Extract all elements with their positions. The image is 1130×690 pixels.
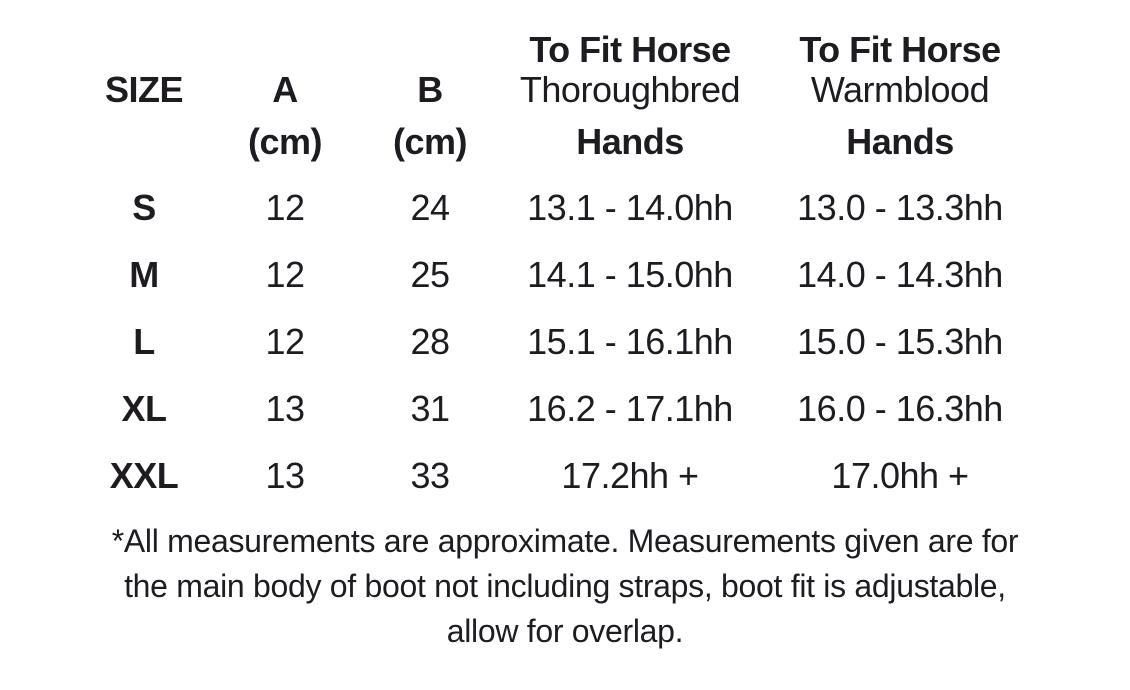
cell-thoroughbred-hands: 13.1 - 14.0hh	[527, 186, 733, 228]
cell-size: XL	[121, 387, 167, 429]
cell-a-cm: 12	[265, 253, 305, 295]
cell-a-cm: 13	[265, 454, 305, 496]
cell-warmblood-hands: 17.0hh +	[831, 454, 969, 496]
cell-thoroughbred-hands: 15.1 - 16.1hh	[527, 320, 733, 362]
warmblood-label: Warmblood	[810, 69, 990, 110]
cell-size: M	[129, 253, 159, 295]
cell-warmblood-hands: 13.0 - 13.3hh	[797, 186, 1003, 228]
column-header-size-label: SIZE	[104, 69, 183, 110]
column-subheader-warmblood-hands: Hands	[846, 121, 954, 162]
cell-thoroughbred-hands: 16.2 - 17.1hh	[527, 387, 733, 429]
footnote-line-1: *All measurements are approximate. Measurements given are for	[111, 523, 1019, 559]
cell-b-cm: 33	[410, 454, 450, 496]
cell-b-cm: 25	[410, 253, 450, 295]
column-header-size	[54, 0, 234, 110]
cell-b-cm: 28	[410, 320, 450, 362]
cell-size: XXL	[109, 454, 179, 496]
column-subheader-thoroughbred-hands: Hands	[576, 121, 684, 162]
column-header-a-label: A	[272, 69, 298, 110]
column-subheader-a-unit: (cm)	[247, 121, 322, 162]
column-header-warmblood-lines	[799, 30, 1000, 110]
column-header-b-label: B	[417, 69, 443, 110]
cell-thoroughbred-hands: 14.1 - 15.0hh	[527, 253, 733, 295]
column-subheader-b-unit: (cm)	[392, 121, 467, 162]
cell-b-cm: 24	[410, 186, 450, 228]
size-chart-table	[54, 0, 1130, 509]
column-subheader-size-empty	[54, 110, 234, 174]
cell-size: L	[133, 320, 155, 362]
cell-thoroughbred-hands: 17.2hh +	[561, 454, 699, 496]
column-header-a	[234, 0, 336, 110]
cell-warmblood-hands: 15.0 - 15.3hh	[797, 320, 1003, 362]
cell-b-cm: 31	[410, 387, 450, 429]
column-header-warmblood	[736, 0, 1064, 110]
measurements-footnote	[0, 519, 1130, 654]
cell-a-cm: 13	[265, 387, 305, 429]
footnote-line-3: allow for overlap.	[446, 613, 684, 649]
cell-warmblood-hands: 14.0 - 14.3hh	[797, 253, 1003, 295]
column-header-thoroughbred-lines	[520, 30, 740, 110]
to-fit-horse-label: To Fit Horse	[799, 29, 1001, 70]
column-header-b	[336, 0, 524, 110]
cell-a-cm: 12	[265, 320, 305, 362]
cell-size: S	[132, 186, 156, 228]
footnote-line-2: the main body of boot not including straps, boot fit is adjustable,	[124, 568, 1006, 604]
cell-a-cm: 12	[265, 186, 305, 228]
column-header-thoroughbred	[519, 0, 741, 110]
to-fit-horse-label: To Fit Horse	[529, 29, 731, 70]
thoroughbred-label: Thoroughbred	[519, 69, 741, 110]
cell-warmblood-hands: 16.0 - 16.3hh	[797, 387, 1003, 429]
